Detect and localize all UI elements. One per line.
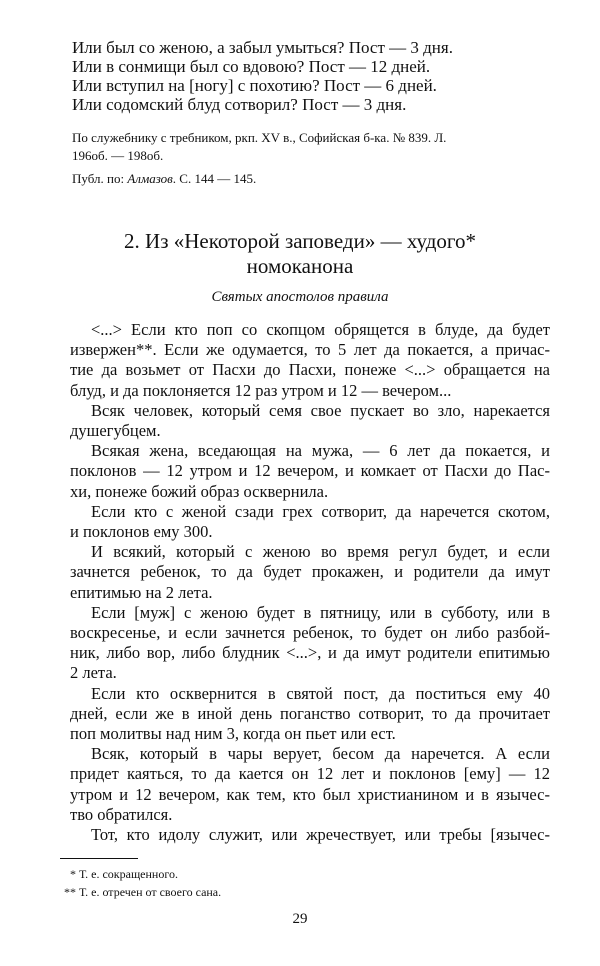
penance-verse-block — [72, 38, 542, 114]
body-line: 2 лета. — [70, 663, 117, 683]
body-line: И всякий, который с женою во время регул будет, и если — [91, 542, 550, 562]
body-line: извержен**. Если же одумается, то 5 лет да покается, а причас- — [70, 340, 550, 360]
footnote-1: * Т. е. сокращенного. — [70, 867, 178, 881]
footnote-rule — [60, 858, 138, 859]
body-line: Если кто с женой сзади грех сотворит, да наречется скотом, — [91, 501, 550, 521]
body-line: воскресенье, и если зачнется ребенок, то будет он либо разбой- — [70, 623, 550, 643]
verse-line: Или содомский блуд сотворил? Пост — 3 дня. — [72, 95, 407, 114]
footnote-2: ** Т. е. отречен от своего сана. — [64, 885, 222, 899]
body-line: и поклонов ему 300. — [70, 522, 213, 542]
pub-author: Алмазов — [127, 171, 173, 186]
page-number: 29 — [292, 911, 308, 927]
section-title-line-1: 2. Из «Некоторой заповеди» — худого* — [124, 229, 476, 253]
verse-line: Или был со женою, а забыл умыться? Пост — 3 дня. — [72, 38, 453, 57]
body-line: Всяк человек, который семя свое пускает во зло, нарекается — [91, 400, 550, 420]
body-line: придет каяться, то да кается он 12 лет и поклонов [ему] — 12 — [70, 764, 550, 784]
source-citation — [72, 129, 562, 165]
section-title — [60, 229, 540, 279]
body-text — [70, 320, 550, 845]
section-title-line-2: номоканона — [246, 254, 354, 278]
body-line: хи, понеже божий образ осквернила. — [70, 481, 329, 501]
verse-line: Или вступил на [ногу] с похотию? Пост — 6 дней. — [72, 76, 437, 95]
source-line-2: 196об. — 198об. — [72, 148, 164, 163]
body-line: душегубцем. — [70, 421, 161, 441]
body-line: епитимью на 2 лета. — [70, 582, 213, 602]
verse-line: Или в сонмищи был со вдовою? Пост — 12 дней. — [72, 57, 431, 76]
source-line-1: По служебнику с требником, ркп. XV в., Софийская б-ка. № 839. Л. — [72, 130, 447, 145]
body-line: <...> Если кто поп со скопцом обрящется в блуде, да будет — [91, 320, 550, 339]
body-line: поп молитвы над ним 3, когда он пьет или ест. — [70, 724, 396, 744]
pub-suffix: . С. 144 — 145. — [172, 171, 257, 186]
body-line: Всяк, который в чары верует, бесом да наречется. А если — [91, 744, 550, 764]
body-line: зачнется ребенок, то да будет прокажен, и родители да имут — [70, 562, 550, 582]
body-line: дней, если же в иной день поганство сотворит, то да прочитает — [70, 703, 550, 723]
body-line: тие да возьмет от Пасхи до Пасхи, понеже <...> обращается на — [70, 360, 550, 380]
body-line: Всякая жена, вседающая на мужа, — 6 лет да покается, и — [91, 441, 550, 461]
body-line: тво обратился. — [70, 804, 173, 824]
section-subtitle: Святых апостолов правила — [211, 289, 389, 305]
body-line: утром и 12 вечером, как тем, кто был христианином и в язычес- — [70, 784, 550, 804]
pub-prefix: Публ. по: — [72, 171, 128, 186]
body-line: поклонов — 12 утром и 12 вечером, и комкает от Пасхи до Пас- — [70, 461, 550, 481]
body-line: Если кто осквернится в святой пост, да поститься ему 40 — [91, 683, 550, 703]
publication-citation — [72, 170, 256, 188]
body-line: Если [муж] с женою будет в пятницу, или в субботу, или в — [91, 602, 550, 622]
body-line: Тот, кто идолу служит, или жречествует, или требы [язычес- — [91, 825, 550, 845]
body-line: блуд, и да поклоняется 12 раз утром и 12 — вечером... — [70, 380, 452, 400]
body-line: ник, либо вор, либо блудник <...>, и да имут родители епитимью — [70, 643, 550, 663]
